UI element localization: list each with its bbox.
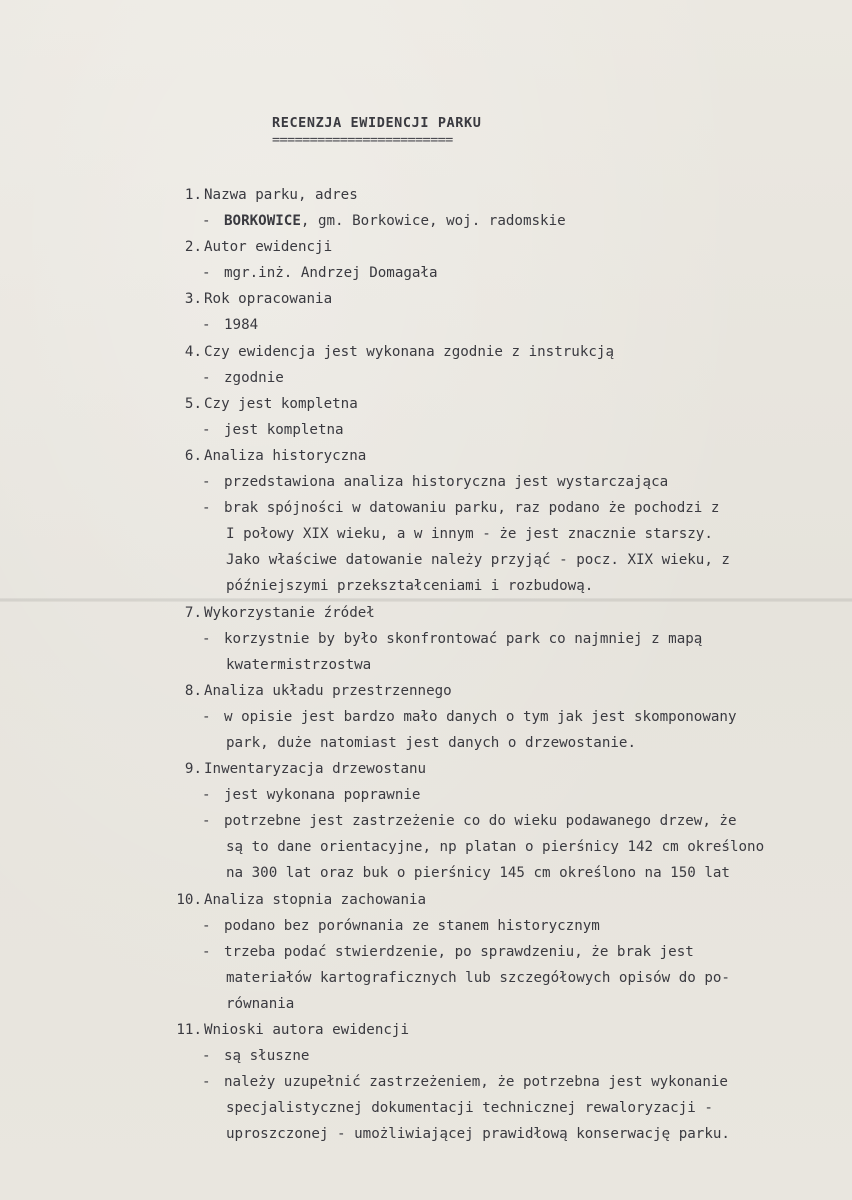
- answer-text: korzystnie by było skonfrontować park co najmniej z mapą: [224, 630, 703, 647]
- answer-continuation-line: [160, 1121, 850, 1147]
- answer-line: [160, 939, 850, 965]
- item-number: 11.: [176, 1022, 202, 1038]
- answer-line: [160, 1069, 850, 1095]
- item-heading-text: Autor ewidencji: [204, 239, 333, 256]
- item-number: 7.: [184, 604, 202, 621]
- answer-text: jest wykonana poprawnie: [224, 787, 421, 804]
- item-number: 5.: [184, 395, 202, 412]
- answer-dash: -: [202, 943, 211, 960]
- answer-continuation-line: [160, 834, 850, 860]
- answer-text: BORKOWICE, gm. Borkowice, woj. radomskie: [224, 213, 566, 230]
- answer-dash: -: [202, 265, 211, 282]
- answer-dash: -: [202, 317, 211, 334]
- review-item-heading: [160, 443, 850, 469]
- answer-text: uproszczonej - umożliwiającej prawidłową konserwację parku.: [226, 1126, 730, 1143]
- answer-continuation-line: [160, 573, 850, 599]
- review-item-heading: [160, 391, 850, 417]
- answer-line: [160, 782, 850, 808]
- answer-dash: -: [202, 813, 211, 830]
- item-number: 4.: [184, 343, 202, 360]
- answer-text: park, duże natomiast jest danych o drzewostanie.: [226, 734, 636, 751]
- review-item-heading: [160, 887, 850, 913]
- item-number: 6.: [184, 447, 202, 464]
- answer-continuation-line: [160, 652, 850, 678]
- review-item-heading: [160, 182, 850, 208]
- answer-line: [160, 704, 850, 730]
- item-heading-text: Inwentaryzacja drzewostanu: [204, 761, 427, 778]
- answer-continuation-line: [160, 547, 850, 573]
- item-number: 9.: [184, 761, 202, 778]
- item-heading-text: Nazwa parku, adres: [204, 187, 358, 203]
- review-item-heading: [160, 339, 850, 365]
- item-heading-text: Czy jest kompletna: [204, 395, 358, 412]
- answer-dash: -: [202, 500, 211, 517]
- answer-line: [160, 808, 850, 834]
- review-item-heading: [160, 678, 850, 704]
- document-title: RECENZJA EWIDENCJI PARKU: [272, 115, 482, 131]
- answer-text: kwatermistrzostwa: [226, 656, 372, 673]
- answer-line: [160, 208, 850, 234]
- answer-dash: -: [202, 1074, 211, 1091]
- answer-text: podano bez porównania ze stanem historycznym: [224, 917, 600, 934]
- item-number: 2.: [184, 239, 202, 256]
- answer-line: [160, 913, 850, 939]
- item-number: 3.: [184, 291, 202, 308]
- answer-text: równania: [226, 995, 295, 1012]
- item-heading-text: Czy ewidencja jest wykonana zgodnie z instrukcją: [204, 343, 614, 360]
- title-underline: ========================: [272, 132, 453, 148]
- answer-text: są to dane orientacyjne, np platan o pierśnicy 142 cm określono: [226, 839, 765, 856]
- review-item-heading: [160, 234, 850, 260]
- answer-text: potrzebne jest zastrzeżenie co do wieku podawanego drzew, że: [224, 813, 737, 830]
- item-heading-text: Analiza układu przestrzennego: [204, 682, 452, 699]
- answer-dash: -: [202, 787, 211, 804]
- answer-text: I połowy XIX wieku, a w innym - że jest znacznie starszy.: [226, 526, 713, 543]
- answer-text: materiałów kartograficznych lub szczegółowych opisów do po-: [226, 969, 730, 986]
- answer-line: [160, 1043, 850, 1069]
- answer-dash: -: [202, 421, 211, 438]
- answer-text: mgr.inż. Andrzej Domagała: [224, 265, 438, 282]
- answer-continuation-line: [160, 730, 850, 756]
- answer-line: [160, 495, 850, 521]
- answer-dash: -: [202, 917, 211, 934]
- answer-dash: -: [202, 630, 211, 647]
- answer-continuation-line: [160, 1095, 850, 1121]
- answer-line: [160, 365, 850, 391]
- item-heading-text: Analiza stopnia zachowania: [204, 891, 427, 908]
- item-heading-text: Analiza historyczna: [204, 447, 367, 464]
- item-number: 8.: [184, 682, 202, 699]
- answer-dash: -: [202, 213, 211, 230]
- answer-line: [160, 469, 850, 495]
- review-item-heading: [160, 286, 850, 312]
- answer-text: późniejszymi przekształceniami i rozbudową.: [226, 578, 594, 595]
- answer-line: [160, 260, 850, 286]
- answer-text: w opisie jest bardzo mało danych o tym jak jest skomponowany: [224, 708, 737, 725]
- answer-text: jest kompletna: [224, 421, 344, 438]
- answer-text: trzeba podać stwierdzenie, po sprawdzeniu, że brak jest: [224, 943, 694, 960]
- answer-dash: -: [202, 1048, 211, 1065]
- answer-text: 1984: [224, 317, 259, 334]
- answer-text: zgodnie: [224, 369, 284, 386]
- item-heading-text: Wnioski autora ewidencji: [204, 1022, 409, 1038]
- answer-continuation-line: [160, 965, 850, 991]
- answer-continuation-line: [160, 860, 850, 886]
- answer-text: należy uzupełnić zastrzeżeniem, że potrzebna jest wykonanie: [224, 1074, 728, 1091]
- answer-line: [160, 312, 850, 338]
- answer-line: [160, 626, 850, 652]
- answer-continuation-line: [160, 521, 850, 547]
- item-number: 10.: [176, 891, 202, 908]
- answer-text: Jako właściwe datowanie należy przyjąć - pocz. XIX wieku, z: [226, 552, 730, 569]
- answer-continuation-line: [160, 991, 850, 1017]
- answer-dash: -: [202, 474, 211, 491]
- answer-text: na 300 lat oraz buk o pierśnicy 145 cm określono na 150 lat: [226, 865, 730, 882]
- answer-text: przedstawiona analiza historyczna jest wystarczająca: [224, 474, 669, 491]
- answer-text: brak spójności w datowaniu parku, raz podano że pochodzi z: [224, 500, 720, 517]
- item-heading-text: Rok opracowania: [204, 291, 333, 308]
- item-heading-text: Wykorzystanie źródeł: [204, 604, 375, 621]
- answer-dash: -: [202, 369, 211, 386]
- review-items-list: [160, 182, 850, 1147]
- answer-dash: -: [202, 708, 211, 725]
- review-item-heading: [160, 1017, 850, 1043]
- review-item-heading: [160, 756, 850, 782]
- answer-text: specjalistycznej dokumentacji technicznej rewaloryzacji -: [226, 1100, 713, 1117]
- item-number: 1.: [184, 187, 202, 203]
- review-item-heading: [160, 600, 850, 626]
- answer-text: są słuszne: [224, 1048, 310, 1065]
- answer-line: [160, 417, 850, 443]
